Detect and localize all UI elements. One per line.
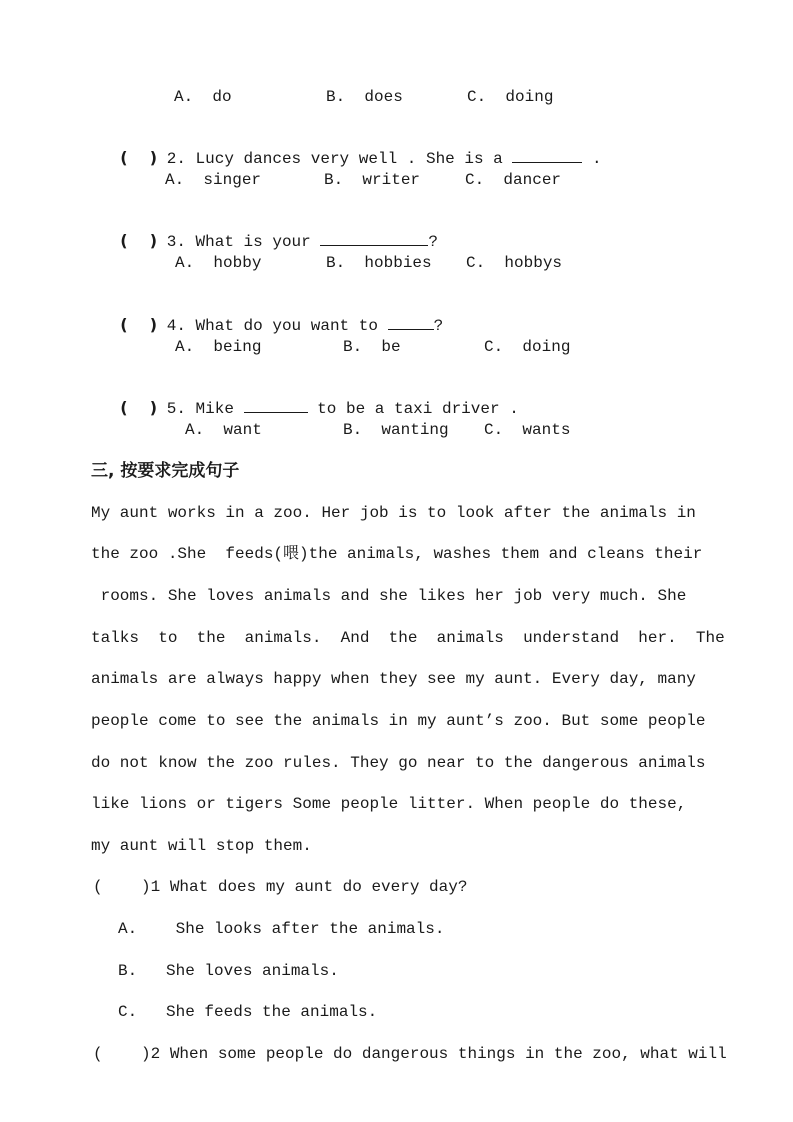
answer-paren[interactable]: ( ) [120, 315, 158, 334]
reading-question-2: ( )2 When some people do dangerous things in the zoo, what will [93, 1045, 727, 1063]
q1-option-a: A. do [174, 88, 232, 106]
q3-option-a: A. hobby [175, 254, 262, 272]
question-3: ( ) 3. What is your ? [120, 231, 438, 251]
question-5: ( ) 5. Mike to be a taxi driver . [120, 398, 519, 418]
answer-paren[interactable]: ( ) [120, 231, 158, 250]
answer-blank[interactable] [244, 398, 308, 413]
answer-blank[interactable] [388, 315, 434, 330]
rq1-option-a: A. She looks after the animals. [118, 920, 445, 938]
q5-option-b: B. wanting [343, 421, 449, 439]
answer-blank[interactable] [320, 231, 428, 246]
passage-line: do not know the zoo rules. They go near to the dangerous animals [91, 754, 706, 772]
answer-blank[interactable] [512, 148, 582, 163]
q5-option-c: C. wants [484, 421, 571, 439]
answer-paren[interactable]: ( ) [120, 398, 158, 417]
answer-paren[interactable]: ( ) [120, 148, 158, 167]
passage-line: the zoo .She feeds(喂)the animals, washes them and cleans their [91, 545, 703, 563]
q3-option-b: B. hobbies [326, 254, 432, 272]
passage-line: animals are always happy when they see my aunt. Every day, many [91, 670, 696, 688]
passage-line: like lions or tigers Some people litter. When people do these, [91, 795, 687, 813]
reading-question-1: ( )1 What does my aunt do every day? [93, 878, 468, 896]
q3-option-c: C. hobbys [466, 254, 563, 272]
passage-line: rooms. She loves animals and she likes her job very much. She [91, 587, 687, 605]
section-heading: 三, 按要求完成句子 [91, 461, 240, 481]
passage-line: talks to the animals. And the animals understand her. The [91, 629, 725, 647]
q1-option-b: B. does [326, 88, 403, 106]
rq1-option-b: B. She loves animals. [118, 962, 339, 980]
q4-option-c: C. doing [484, 338, 571, 356]
passage-line: My aunt works in a zoo. Her job is to look after the animals in [91, 504, 696, 522]
q2-option-a: A. singer [165, 171, 262, 189]
q4-option-a: A. being [175, 338, 262, 356]
rq1-option-c: C. She feeds the animals. [118, 1003, 378, 1021]
question-2: ( ) 2. Lucy dances very well . She is a . [120, 148, 602, 168]
passage-line: my aunt will stop them. [91, 837, 312, 855]
q5-option-a: A. want [185, 421, 262, 439]
q2-option-c: C. dancer [465, 171, 562, 189]
q2-option-b: B. writer [324, 171, 421, 189]
q4-option-b: B. be [343, 338, 401, 356]
passage-line: people come to see the animals in my aunt’s zoo. But some people [91, 712, 706, 730]
q1-option-c: C. doing [467, 88, 554, 106]
question-4: ( ) 4. What do you want to ? [120, 315, 444, 335]
